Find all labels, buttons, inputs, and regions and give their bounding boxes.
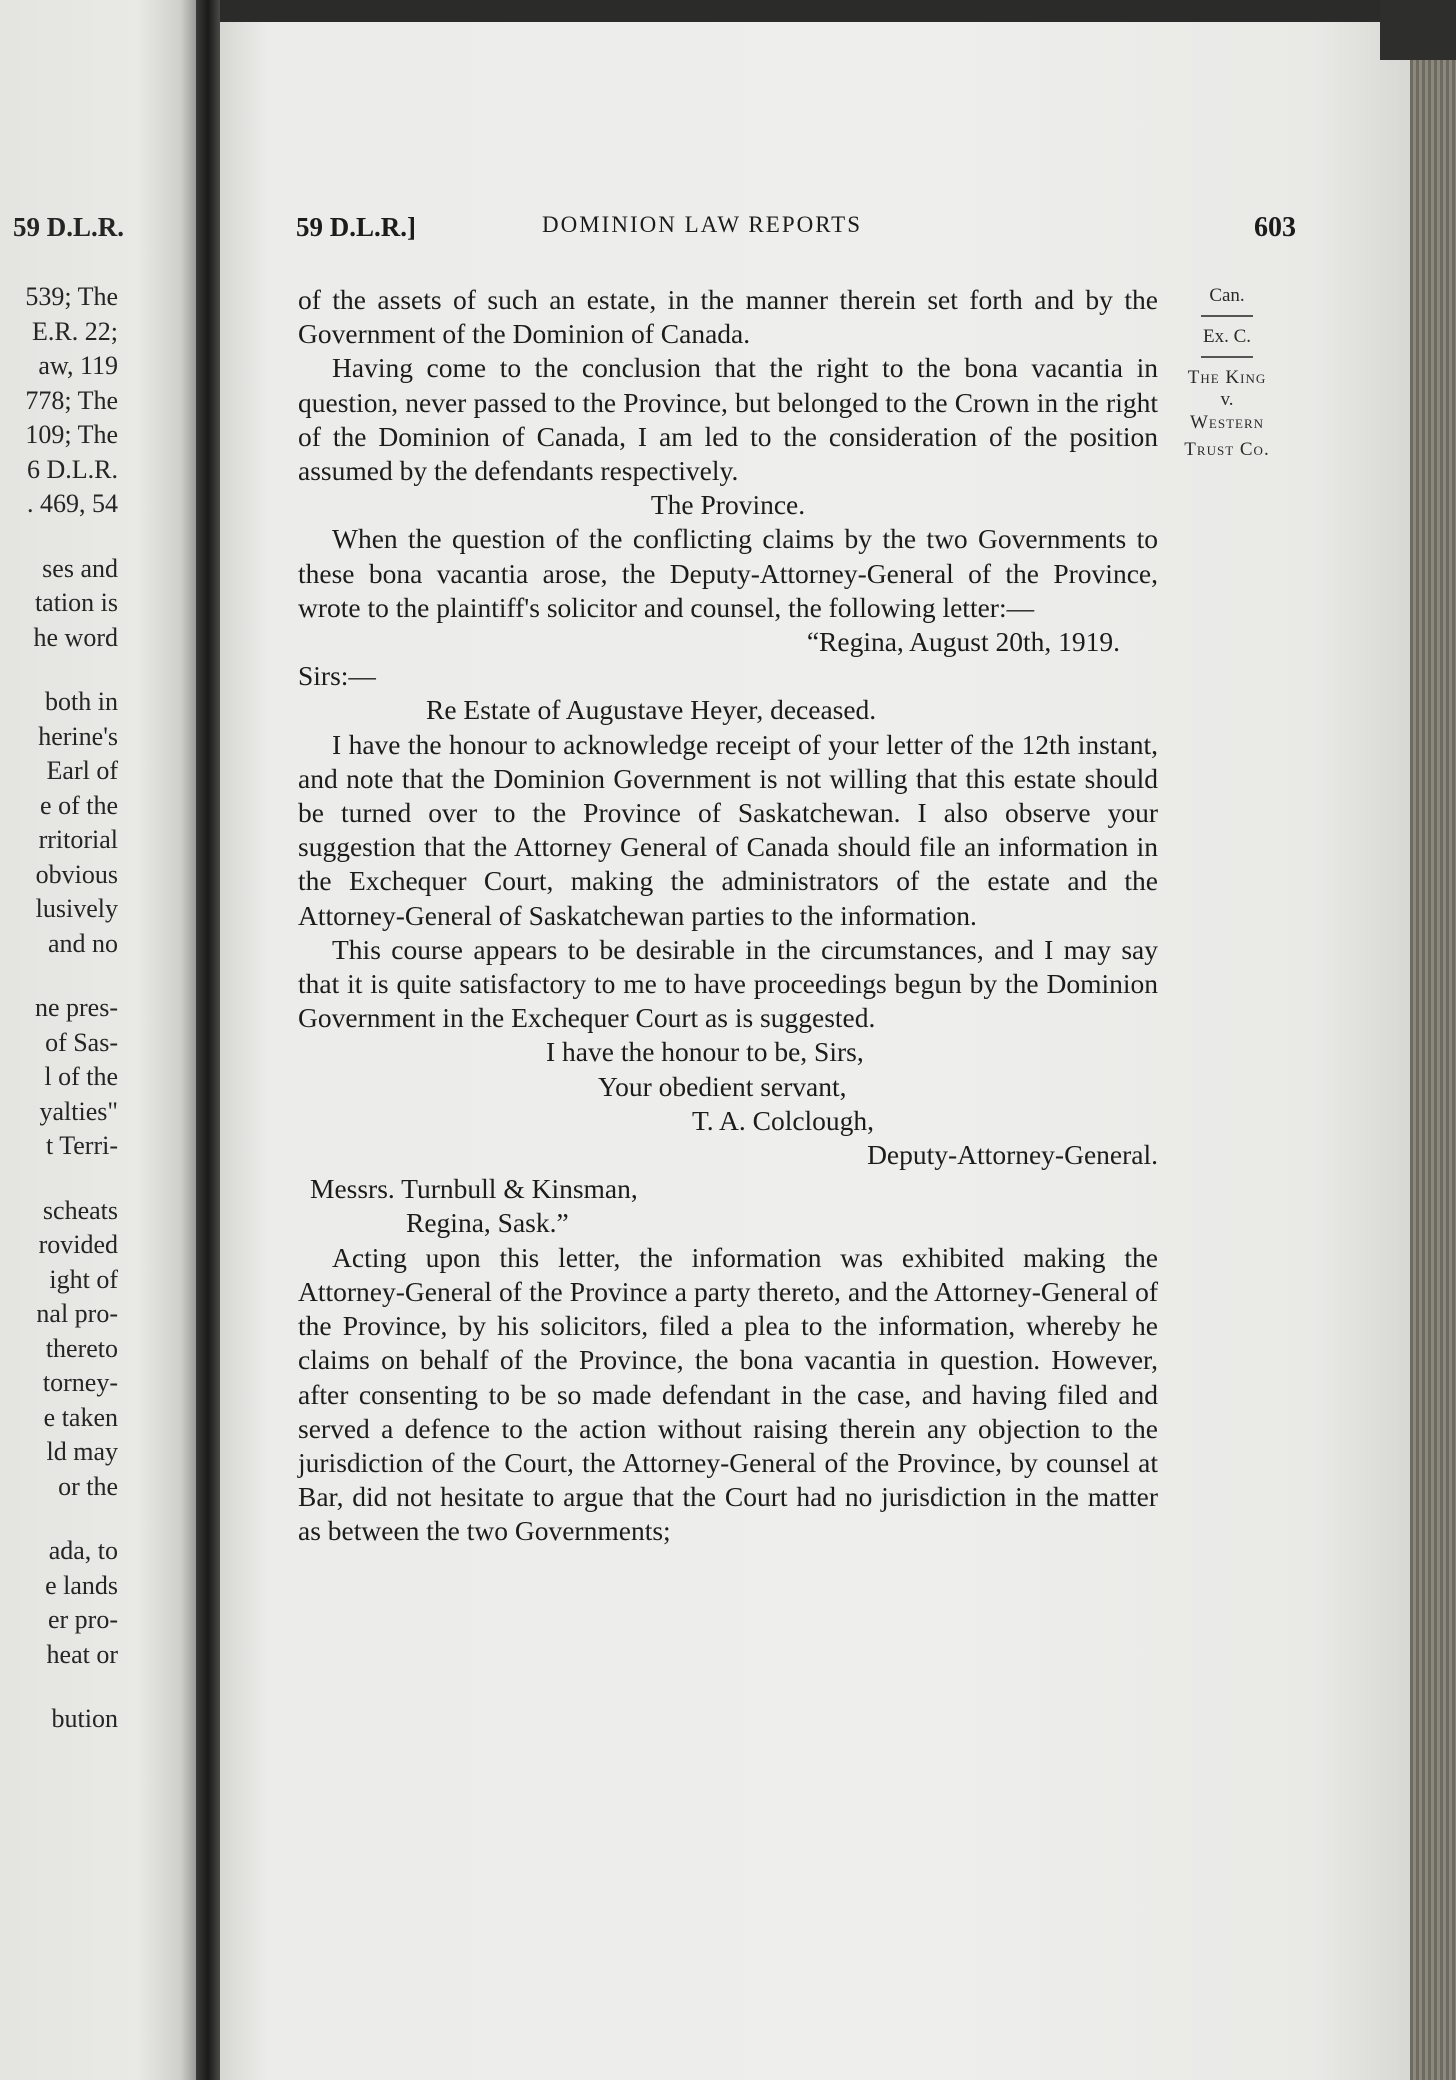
facing-page-line: herine's (38, 721, 118, 751)
paragraph: When the question of the conflicting claims by the two Governments to these bona vacantia arose, the Deputy-Attorney-General of the Province, wrote to the plaintiff's solicitor and counsel, the following letter:— (298, 523, 1158, 623)
facing-page-line: obvious (35, 859, 118, 889)
facing-page-line: E.R. 22; (32, 316, 118, 346)
facing-page-line: ses and (42, 553, 118, 583)
letter-signatory-title: Deputy-Attorney-General. (867, 1139, 1158, 1171)
facing-page-line: lusively (35, 894, 118, 923)
running-head-volume: 59 D.L.R.] (296, 212, 416, 242)
facing-page-line: of Sas- (45, 1027, 118, 1057)
margin-note-case: The King (1187, 367, 1267, 388)
facing-page-line: e taken (43, 1402, 118, 1432)
letter-closing: Your obedient servant, (598, 1070, 847, 1102)
facing-page-line: yalties" (39, 1096, 118, 1126)
running-head-title: DOMINION LAW REPORTS (542, 212, 863, 237)
facing-page-line: he word (33, 622, 118, 652)
facing-page-line: aw, 119 (38, 351, 118, 380)
facing-page-line: scheats (42, 1195, 118, 1225)
facing-page-line: ne pres- (34, 993, 118, 1022)
letter-salutation: Sirs:— (298, 660, 376, 692)
margin-note (1160, 282, 1294, 463)
page-edges-top (1380, 0, 1456, 60)
page-number: 603 (1254, 212, 1296, 243)
facing-page-line: e of the (40, 790, 118, 820)
margin-note-rule (1201, 356, 1253, 358)
letter-subject: Re Estate of Augustave Heyer, deceased. (426, 694, 877, 726)
margin-note-case: Trust Co. (1184, 439, 1270, 460)
letter-date: “Regina, August 20th, 1919. (806, 626, 1120, 658)
margin-note-court: Can. (1209, 285, 1245, 306)
paragraph: Acting upon this letter, the information was exhibited making the Attorney-General of the Province a party thereto, and the Attorney-General of the Province, by his solicitors, filed a plea to the information, whereby he claims on behalf of the Province, the bona vacantia in question. However, after consenting to be so made defendant in the case, and having filed and served a defence to the action without raising therein any objection to the jurisdiction of the Court, the Attorney-General of the Province, by counsel at Bar, did not hesitate to argue that the Court had no jurisdiction in the matter as between the two Governments; (298, 1241, 1158, 1547)
facing-page-line: 539; The (25, 282, 118, 311)
facing-page-line: . 469, 54 (27, 489, 118, 518)
letter-signature: T. A. Colclough, (692, 1104, 875, 1136)
facing-page-line: 109; The (25, 420, 118, 449)
facing-page-line: torney- (42, 1368, 118, 1397)
facing-page-line: thereto (45, 1333, 118, 1363)
facing-page-line: l of the (44, 1062, 118, 1091)
facing-page-header: 59 D.L.R. (12, 212, 124, 242)
book-gutter (196, 0, 220, 2080)
facing-page-line: 6 D.L.R. (27, 454, 118, 484)
margin-note-case: v. (1220, 389, 1234, 410)
facing-page (0, 0, 196, 2080)
facing-page-line: heat or (46, 1639, 118, 1669)
facing-page-line: or the (58, 1471, 118, 1501)
facing-page-line: rovided (38, 1230, 118, 1259)
letter-addressee: Regina, Sask.” (406, 1207, 569, 1239)
facing-page-line: bution (51, 1704, 118, 1733)
facing-page-line: ada, to (48, 1536, 118, 1565)
facing-page-line: 778; The (25, 385, 118, 415)
facing-page-line: nal pro- (36, 1299, 118, 1328)
facing-page-line: both in (45, 687, 118, 716)
margin-note-division: Ex. C. (1202, 326, 1252, 347)
letter-addressee: Messrs. Turnbull & Kinsman, (310, 1173, 638, 1205)
letter-closing: I have the honour to be, Sirs, (546, 1036, 864, 1068)
facing-page-line: tation is (34, 588, 118, 617)
facing-page-line: er pro- (47, 1605, 118, 1634)
facing-page-line: rritorial (38, 825, 118, 854)
facing-page-line: ld may (46, 1437, 118, 1466)
main-text (298, 283, 1158, 1549)
margin-note-rule (1201, 315, 1253, 317)
facing-page-line: t Terri- (45, 1131, 118, 1160)
facing-page-line: and no (47, 928, 118, 958)
page-edges (1410, 0, 1456, 2080)
letter-paragraph: I have the honour to acknowledge receipt of your letter of the 12th instant, and note that the Dominion Government is not willing that this estate should be turned over to the Province of Saskatchewan. I also observe your suggestion that the Attorney General of Canada should file an information in the Exchequer Court, making the administrators of the estate and the Attorney-General of Saskatchewan parties to the information. (298, 728, 1158, 931)
margin-note-case: Western (1189, 412, 1265, 433)
letter-paragraph: This course appears to be desirable in the circumstances, and I may say that it is quite satisfactory to me to have proceedings begun by the Dominion Government in the Exchequer Court as is suggested. (298, 933, 1158, 1034)
facing-page-line: ight of (49, 1264, 118, 1294)
paragraph: of the assets of such an estate, in the manner therein set forth and by the Government of the Dominion of Canada. (298, 284, 1158, 350)
section-heading: The Province. (650, 489, 806, 521)
paragraph: Having come to the conclusion that the right to the bona vacantia in question, never passed to the Province, but belonged to the Crown in the right of the Dominion of Canada, I am led to the consideration of the position assumed by the defendants respectively. (298, 352, 1158, 487)
facing-page-line: Earl of (46, 756, 118, 785)
facing-page-line: e lands (45, 1570, 118, 1600)
